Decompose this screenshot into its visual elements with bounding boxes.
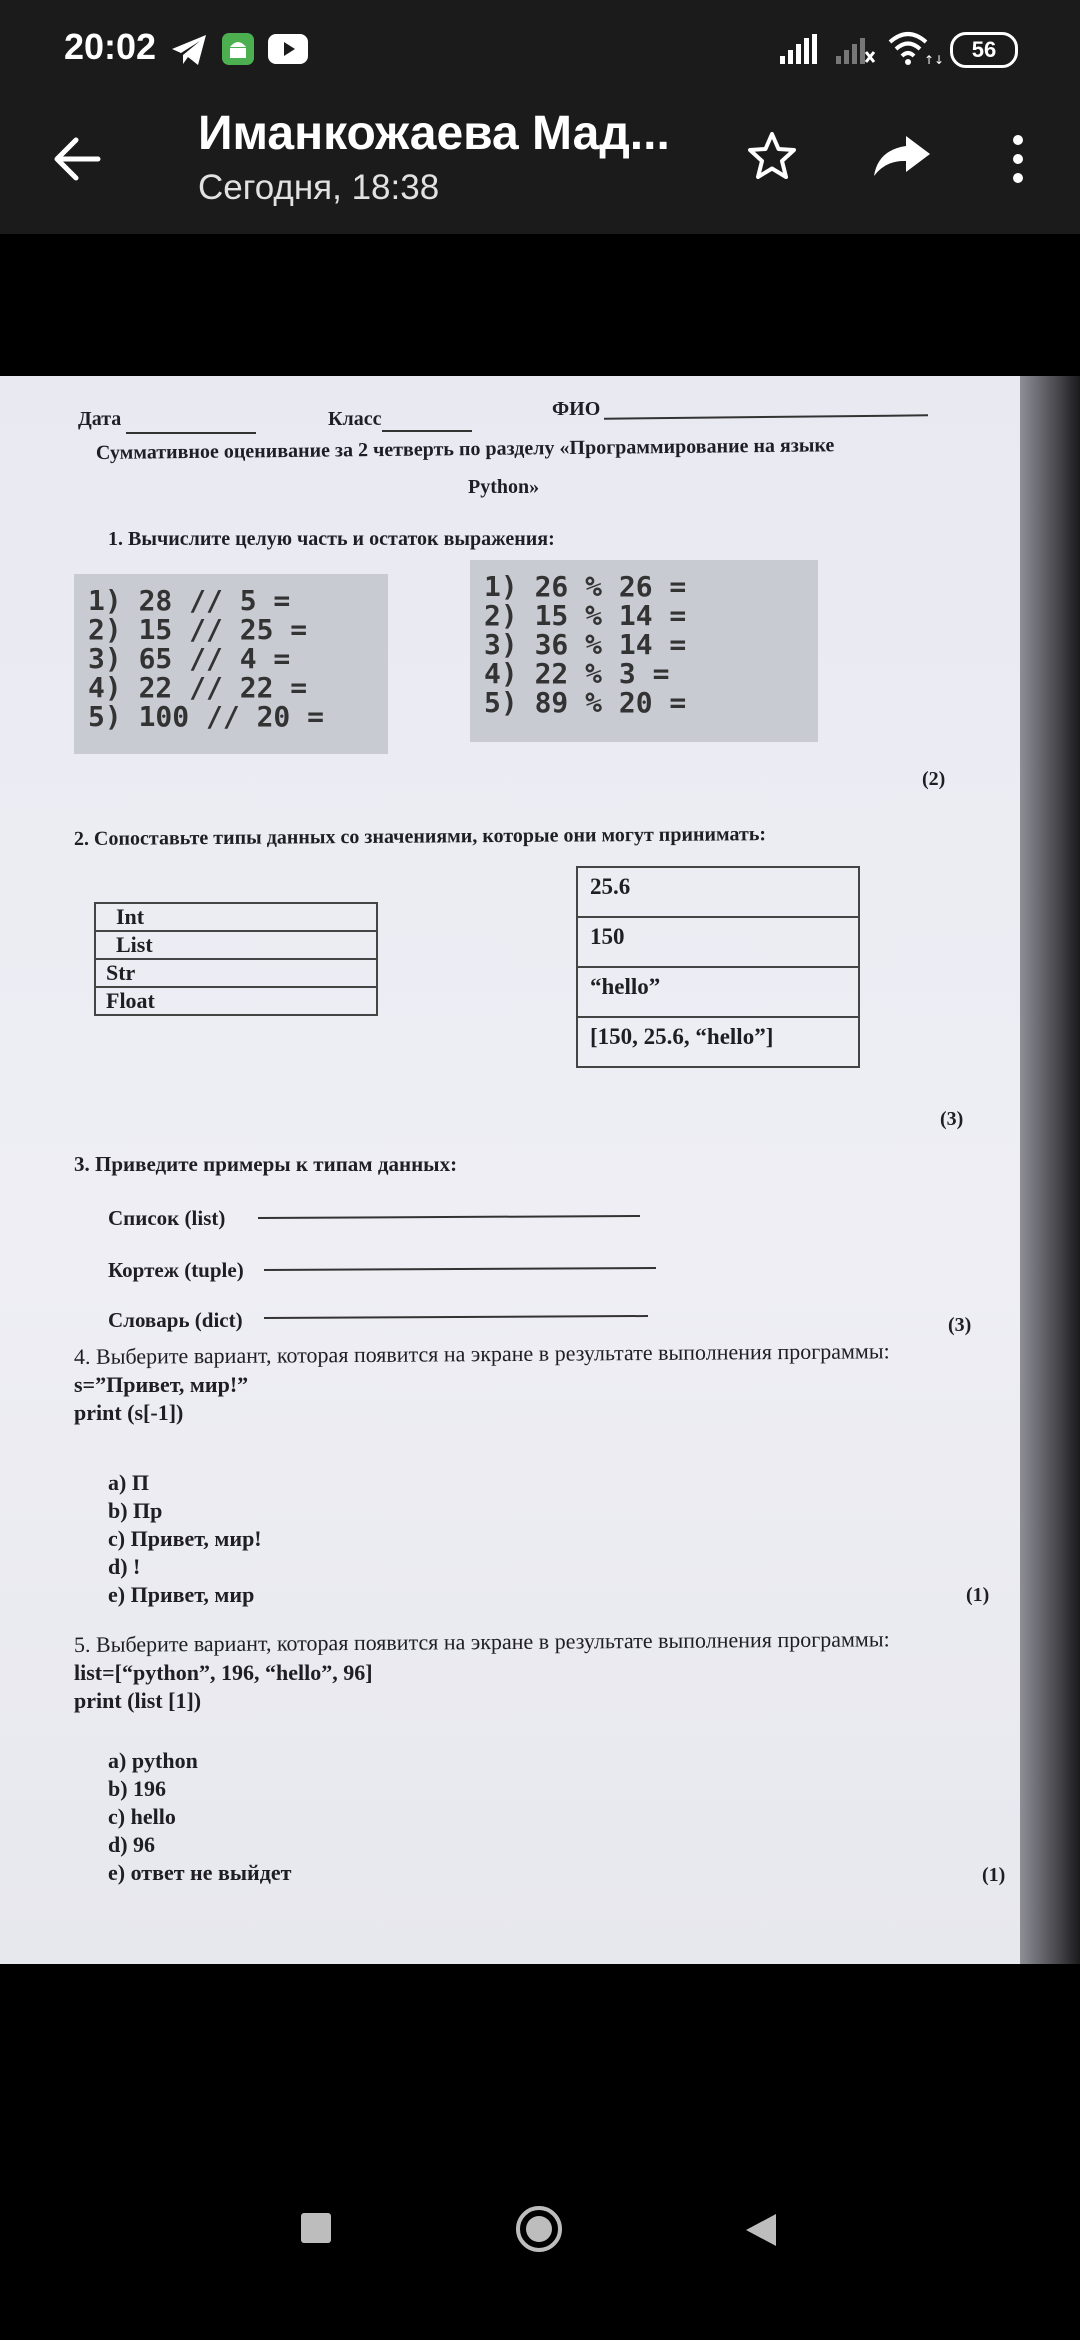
attached-photo[interactable]	[0, 376, 1080, 1964]
more-vertical-icon[interactable]	[1010, 134, 1026, 184]
type-cell: Int	[95, 903, 377, 931]
document-title: Суммативное оценивание за 2 четверть по разделу «Программирование на языке	[95, 434, 835, 464]
youtube-icon	[268, 34, 308, 64]
date-line	[126, 432, 256, 434]
q5-option: e) ответ не выйдет	[108, 1860, 292, 1885]
q3-score: (3)	[948, 1314, 972, 1336]
type-cell: Float	[95, 987, 377, 1015]
signal-icon	[778, 34, 818, 64]
class-line	[382, 430, 472, 432]
class-label: Класс	[328, 408, 382, 430]
q2-values-table	[576, 866, 860, 1068]
q3-answer-line	[264, 1267, 656, 1271]
q4-code-line: print (s[-1])	[74, 1400, 184, 1425]
conversation-title: Иманкожаева Мад...	[198, 107, 670, 160]
star-icon[interactable]	[746, 130, 798, 182]
wifi-icon	[888, 30, 945, 67]
q3-prompt: 3. Приведите примеры к типам данных:	[74, 1152, 458, 1176]
type-cell: Str	[95, 959, 377, 987]
q4-option: e) Привет, мир	[108, 1582, 255, 1607]
q1-score: (2)	[922, 768, 946, 790]
q3-item: Список (list)	[108, 1206, 226, 1230]
q3-answer-line	[258, 1215, 640, 1219]
type-cell: List	[95, 931, 377, 959]
q5-prompt: 5. Выберите вариант, которая появится на экране в результате выполнения программы:	[73, 1626, 890, 1657]
battery-icon: 56	[950, 32, 1018, 68]
q4-option: c) Привет, мир!	[108, 1526, 262, 1551]
q5-score: (1)	[982, 1864, 1006, 1886]
back-arrow-icon[interactable]	[52, 136, 102, 182]
back-triangle-icon[interactable]	[744, 2212, 778, 2248]
telegram-icon	[170, 33, 208, 67]
q1-right-item: 5) 89 % 20 =	[484, 686, 687, 719]
q1-left-item: 2) 15 // 25 =	[88, 613, 308, 646]
q1-floor-division-box	[74, 574, 388, 754]
q1-modulo-box	[470, 560, 818, 742]
q1-right-item: 1) 26 % 26 =	[484, 570, 687, 603]
conversation-subtitle: Сегодня, 18:38	[198, 168, 440, 207]
value-cell: [150, 25.6, “hello”]	[577, 1017, 859, 1067]
q4-score: (1)	[966, 1584, 990, 1606]
q2-types-table	[94, 902, 378, 1016]
app-bar	[0, 100, 1080, 234]
q2-score: (3)	[940, 1108, 964, 1130]
q1-right-item: 3) 36 % 14 =	[484, 628, 687, 661]
q1-prompt: 1. Вычислите целую часть и остаток выражения:	[108, 528, 555, 550]
q1-right-item: 4) 22 % 3 =	[484, 657, 670, 690]
q5-option: b) 196	[108, 1776, 167, 1801]
q3-item: Словарь (dict)	[108, 1308, 243, 1332]
recents-square-icon[interactable]	[300, 2212, 332, 2244]
document-title-line2: Python»	[468, 476, 540, 498]
q3-item: Кортеж (tuple)	[108, 1258, 244, 1282]
q1-right-item: 2) 15 % 14 =	[484, 599, 687, 632]
q1-left-item: 5) 100 // 20 =	[88, 700, 325, 733]
q4-option: a) П	[108, 1470, 149, 1495]
q5-code-line: list=[“python”, 196, “hello”, 96]	[74, 1660, 373, 1685]
q4-option: d) !	[108, 1554, 141, 1579]
q3-answer-line	[264, 1315, 648, 1319]
q4-option: b) Пр	[108, 1498, 163, 1523]
photo-background-edge	[1020, 376, 1080, 1964]
name-label: ФИО	[552, 398, 601, 420]
q1-left-item: 1) 28 // 5 =	[88, 584, 291, 617]
q1-left-item: 4) 22 // 22 =	[88, 671, 308, 704]
q4-code-line: s=”Привет, мир!”	[74, 1372, 249, 1397]
home-circle-icon[interactable]	[514, 2204, 564, 2254]
q1-left-item: 3) 65 // 4 =	[88, 642, 291, 675]
q2-prompt: 2. Сопоставьте типы данных со значениями, которые они могут принимать:	[73, 823, 767, 850]
value-cell: 25.6	[577, 867, 859, 917]
name-line	[604, 414, 928, 419]
value-cell: 150	[577, 917, 859, 967]
signal-no-service-icon	[834, 34, 876, 64]
value-cell: “hello”	[577, 967, 859, 1017]
status-time: 20:02	[64, 26, 157, 67]
android-icon	[222, 33, 254, 65]
q5-option: d) 96	[108, 1832, 156, 1857]
navigation-bar	[0, 2190, 1080, 2340]
share-icon[interactable]	[872, 134, 932, 178]
q5-option: a) python	[108, 1748, 198, 1773]
svg-text:↑↓: ↑↓	[924, 53, 945, 67]
status-bar	[0, 0, 1080, 100]
q5-option: c) hello	[108, 1804, 176, 1829]
q5-code-line: print (list [1])	[74, 1688, 202, 1713]
worksheet-paper	[0, 376, 1020, 1964]
date-label: Дата	[78, 408, 122, 430]
q4-prompt: 4. Выберите вариант, которая появится на экране в результате выполнения программы:	[73, 1338, 890, 1369]
